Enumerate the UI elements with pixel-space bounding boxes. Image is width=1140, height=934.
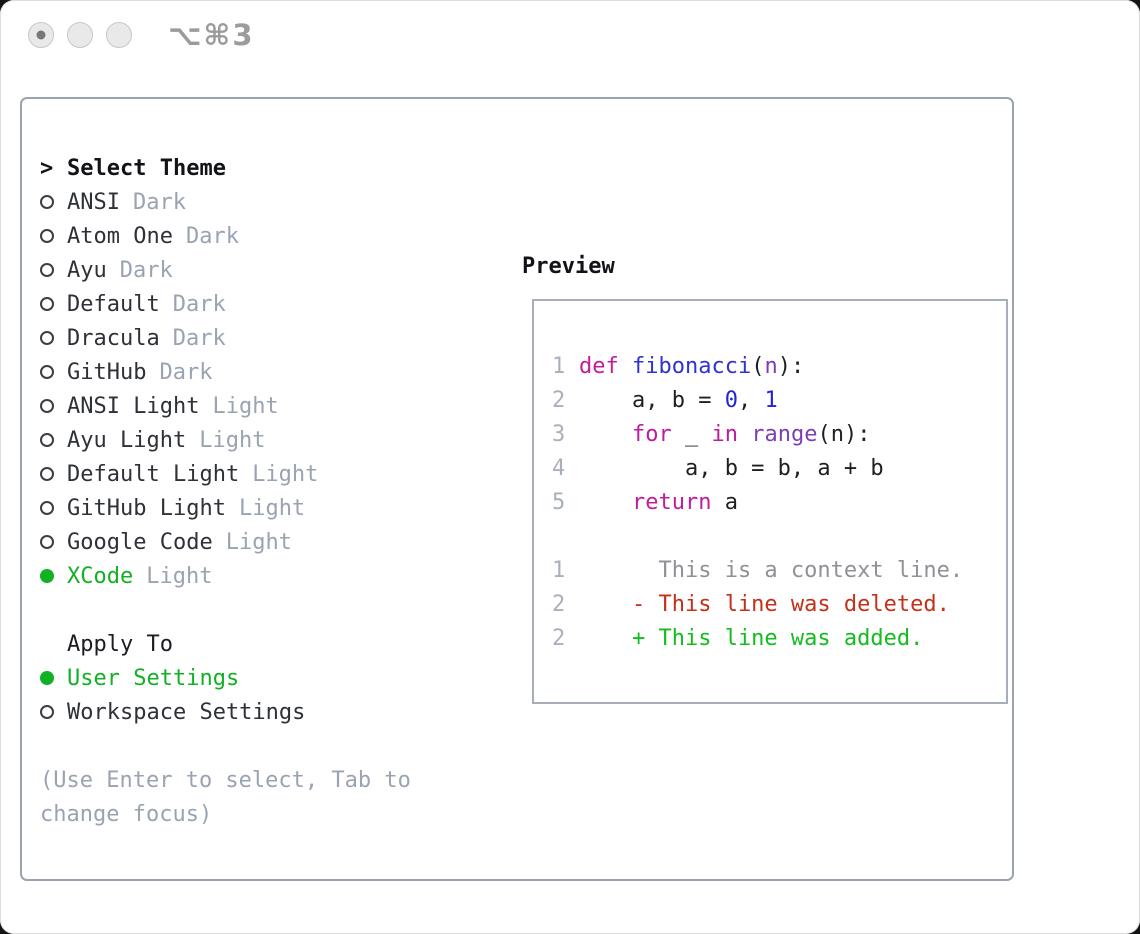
theme-variant-tag: Light: [212, 393, 279, 419]
traffic-lights: [28, 22, 132, 48]
code-token-pl: [579, 422, 632, 447]
theme-option-ayu[interactable]: [40, 253, 411, 287]
theme-option-google-code[interactable]: [40, 525, 411, 559]
code-token-pm: n: [764, 353, 778, 379]
theme-options: [40, 185, 411, 593]
close-button[interactable]: [28, 22, 54, 48]
theme-option-ayu-light[interactable]: [40, 423, 411, 457]
code-token-add: + This line was added.: [579, 625, 924, 651]
radio-unselected-icon[interactable]: [40, 501, 54, 515]
code-token-pl: ,: [737, 387, 765, 413]
prompt-caret-icon: >: [40, 155, 54, 181]
select-theme-header: [40, 151, 411, 185]
select-theme-title: Select Theme: [67, 155, 226, 181]
theme-variant-tag: Light: [199, 427, 266, 453]
line-number: 4: [552, 455, 566, 481]
code-token-pl: _: [671, 421, 712, 447]
line-number: 5: [552, 489, 566, 515]
code-token-pl: [738, 422, 751, 447]
apply-option-label: Workspace Settings: [67, 699, 306, 725]
radio-unselected-icon[interactable]: [40, 229, 54, 243]
preview-title: Preview: [522, 253, 615, 279]
title-bar: [0, 0, 1140, 72]
radio-unselected-icon[interactable]: [40, 331, 54, 345]
code-token-fn: fibonacci: [632, 353, 752, 379]
minimize-button[interactable]: [67, 22, 93, 48]
zoom-button[interactable]: [106, 22, 132, 48]
code-token-pl: a: [711, 489, 738, 515]
theme-option-default[interactable]: [40, 287, 411, 321]
code-token-lib: range: [751, 421, 818, 447]
code-listing: [552, 349, 1006, 655]
code-line: [552, 587, 1006, 621]
code-token-pl: (n):: [817, 421, 871, 447]
radio-unselected-icon[interactable]: [40, 433, 54, 447]
radio-unselected-icon[interactable]: [40, 195, 54, 209]
code-token-pl: ):: [777, 353, 805, 379]
code-token-pl: [579, 490, 632, 515]
code-line: [552, 383, 1006, 417]
code-token-pl: [619, 354, 632, 379]
theme-variant-tag: Light: [238, 495, 306, 521]
radio-unselected-icon[interactable]: [40, 399, 54, 413]
theme-option-dracula[interactable]: [40, 321, 411, 355]
line-number: 3: [552, 421, 566, 447]
help-text-line-1: (Use Enter to select, Tab to: [40, 767, 411, 793]
theme-name: ANSI Light: [67, 393, 200, 419]
apply-option-workspace-settings[interactable]: [40, 695, 411, 729]
code-token-num: 0: [724, 387, 738, 413]
code-line: [552, 485, 1006, 519]
theme-picker-panel: [20, 97, 1014, 881]
code-line: [552, 553, 1006, 587]
code-line: [552, 451, 1006, 485]
theme-name: Google Code: [67, 529, 213, 555]
theme-option-default-light[interactable]: [40, 457, 411, 491]
theme-variant-tag: Dark: [185, 223, 239, 249]
code-token-ctx: This is a context line.: [579, 557, 964, 583]
code-token-pl: a, b =: [579, 387, 725, 413]
theme-option-xcode[interactable]: [40, 559, 411, 593]
theme-variant-tag: Light: [146, 563, 213, 589]
theme-option-atom-one[interactable]: [40, 219, 411, 253]
apply-to-header: [40, 627, 411, 661]
theme-option-ansi-light[interactable]: [40, 389, 411, 423]
theme-name: XCode: [67, 563, 134, 589]
theme-name: GitHub Light: [67, 495, 226, 521]
theme-name: Ayu: [67, 257, 107, 283]
theme-name: Default Light: [67, 461, 240, 487]
code-token-num: 1: [764, 387, 778, 413]
help-text-line-2: change focus): [40, 801, 213, 827]
radio-selected-icon[interactable]: [40, 671, 54, 685]
theme-variant-tag: Dark: [132, 189, 186, 215]
apply-option-label: User Settings: [67, 665, 240, 691]
line-number: 2: [552, 625, 566, 651]
theme-variant-tag: Dark: [172, 291, 226, 317]
theme-name: Ayu Light: [67, 427, 187, 453]
code-token-kw: def: [579, 353, 619, 379]
code-line: [552, 349, 1006, 383]
line-number: 1: [552, 557, 566, 583]
radio-unselected-icon[interactable]: [40, 297, 54, 311]
code-token-del: - This line was deleted.: [579, 591, 950, 617]
theme-variant-tag: Dark: [159, 359, 213, 385]
radio-unselected-icon[interactable]: [40, 705, 54, 719]
theme-name: GitHub: [67, 359, 147, 385]
theme-name: Dracula: [67, 325, 160, 351]
theme-option-github-light[interactable]: [40, 491, 411, 525]
theme-variant-tag: Dark: [172, 325, 226, 351]
theme-option-github[interactable]: [40, 355, 411, 389]
keyboard-shortcut-label: ⌥⌘3: [168, 18, 255, 52]
line-number: 2: [552, 591, 566, 617]
code-token-pl: a, b = b, a + b: [579, 455, 884, 481]
spacer-row: [40, 729, 411, 763]
theme-variant-tag: Dark: [119, 257, 173, 283]
apply-to-title: Apply To: [67, 631, 173, 657]
preview-pane: [532, 299, 1008, 704]
code-token-kw: return: [631, 489, 712, 515]
apply-option-user-settings[interactable]: [40, 661, 411, 695]
code-token-kw: in: [711, 421, 738, 447]
theme-variant-tag: Light: [252, 461, 319, 487]
line-number: 1: [552, 353, 566, 379]
radio-unselected-icon[interactable]: [40, 535, 54, 549]
theme-name: Atom One: [67, 223, 173, 249]
radio-unselected-icon[interactable]: [40, 365, 54, 379]
code-line: [552, 621, 1006, 655]
theme-name: Default: [67, 291, 160, 317]
theme-variant-tag: Light: [225, 529, 292, 555]
spacer-row: [40, 593, 411, 627]
radio-unselected-icon[interactable]: [40, 467, 54, 481]
theme-option-ansi[interactable]: [40, 185, 411, 219]
radio-unselected-icon[interactable]: [40, 263, 54, 277]
theme-list: [40, 151, 411, 831]
apply-to-options: [40, 661, 411, 729]
code-token-pl: (: [751, 353, 765, 379]
line-number: 2: [552, 387, 566, 413]
radio-selected-icon[interactable]: [40, 569, 54, 583]
code-line: [552, 417, 1006, 451]
code-token-kw: for: [631, 421, 672, 447]
code-line: [552, 519, 1006, 553]
theme-name: ANSI: [67, 189, 120, 215]
